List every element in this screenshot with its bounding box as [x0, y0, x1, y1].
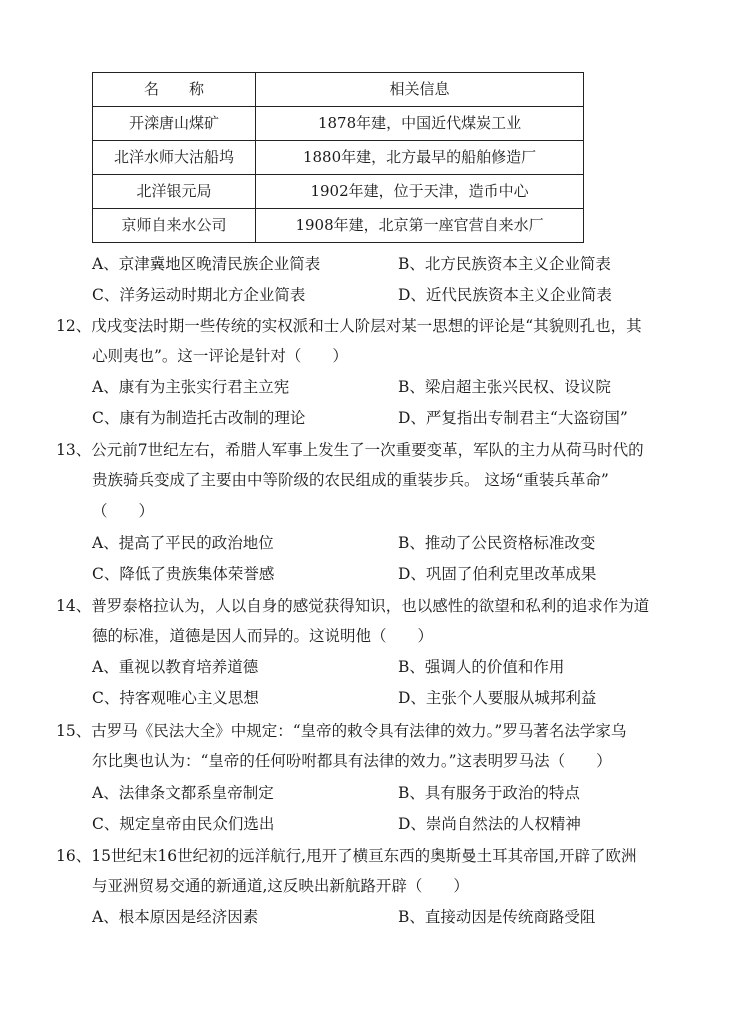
q11-option-c: C、洋务运动时期北方企业简表: [92, 286, 306, 304]
table-row: [93, 175, 584, 209]
q12-option-d: D、严复指出专制君主“大盗窃国”: [398, 409, 628, 427]
q13-option-a: A、提高了平民的政治地位: [92, 534, 274, 552]
table-header-row: [93, 73, 584, 107]
q15-option-a: A、法律条文都系皇帝制定: [92, 784, 274, 802]
q11-option-d: D、近代民族资本主义企业简表: [398, 286, 612, 304]
q14-option-b: B、强调人的价值和作用: [398, 658, 565, 676]
q14-option-c: C、持客观唯心主义思想: [92, 689, 259, 707]
q15-stem-line1: 15、古罗马《民法大全》中规定：“皇帝的敕令具有法律的效力。”罗马著名法学家乌: [56, 722, 627, 740]
q12-option-b: B、梁启超主张兴民权、设议院: [398, 378, 611, 396]
table-row: [93, 209, 584, 243]
table-cell-name: 北洋银元局: [93, 175, 256, 209]
q13-option-b: B、推动了公民资格标准改变: [398, 534, 596, 552]
table-row: [93, 107, 584, 141]
table-row: [93, 141, 584, 175]
table-header-name: 名 称: [93, 73, 256, 107]
q12-stem-line2: 心则夷也”。这一评论是针对（ ）: [92, 347, 348, 365]
q14-stem-line2: 德的标准，道德是因人而异的。这说明他（ ）: [92, 627, 434, 645]
q14-option-d: D、主张个人要服从城邦利益: [398, 689, 597, 707]
q16-stem-line1: 16、15世纪末16世纪初的远洋航行,甩开了横亘东西的奥斯曼土耳其帝国,开辟了欧洲: [56, 847, 637, 865]
q12-option-a: A、康有为主张实行君主立宪: [92, 378, 290, 396]
table-header-info: 相关信息: [256, 73, 584, 107]
table-cell-info: 1908年建，北京第一座官营自来水厂: [256, 209, 584, 243]
q13-stem-line3: （ ）: [92, 502, 155, 520]
q15-option-c: C、规定皇帝由民众们选出: [92, 815, 275, 833]
q13-option-d: D、巩固了伯利克里改革成果: [398, 565, 597, 583]
q14-stem-line1: 14、普罗泰格拉认为，人以自身的感觉获得知识，也以感性的欲望和私利的追求作为道: [56, 597, 650, 615]
q11-option-a: A、京津冀地区晚清民族企业简表: [92, 255, 321, 273]
table-cell-name: 京师自来水公司: [93, 209, 256, 243]
q16-option-b: B、直接动因是传统商路受阻: [398, 908, 596, 926]
q12-stem-line1: 12、戊戌变法时期一些传统的实权派和士人阶层对某一思想的评论是“其貌则孔也，其: [56, 317, 642, 335]
q13-option-c: C、降低了贵族集体荣誉感: [92, 565, 275, 583]
q16-option-a: A、根本原因是经济因素: [92, 908, 259, 926]
q15-stem-line2: 尔比奥也认为：“皇帝的任何吩咐都具有法律的效力。”这表明罗马法（ ）: [92, 752, 612, 770]
q15-option-d: D、崇尚自然法的人权精神: [398, 815, 581, 833]
enterprise-table: [92, 72, 584, 243]
table-cell-info: 1878年建，中国近代煤炭工业: [256, 107, 584, 141]
table-cell-info: 1902年建，位于天津，造币中心: [256, 175, 584, 209]
q13-stem-line1: 13、公元前7世纪左右，希腊人军事上发生了一次重要变革，军队的主力从荷马时代的: [56, 441, 644, 459]
table-cell-name: 北洋水师大沽船坞: [93, 141, 256, 175]
q15-option-b: B、具有服务于政治的特点: [398, 784, 580, 802]
q12-option-c: C、康有为制造托古改制的理论: [92, 409, 306, 427]
table-cell-info: 1880年建，北方最早的船舶修造厂: [256, 141, 584, 175]
q13-stem-line2: 贵族骑兵变成了主要由中等阶级的农民组成的重装步兵。 这场“重装兵革命”: [92, 471, 609, 489]
table-cell-name: 开滦唐山煤矿: [93, 107, 256, 141]
q11-option-b: B、北方民族资本主义企业简表: [398, 255, 611, 273]
q16-stem-line2: 与亚洲贸易交通的新通道,这反映出新航路开辟（ ）: [92, 877, 469, 895]
q14-option-a: A、重视以教育培养道德: [92, 658, 259, 676]
